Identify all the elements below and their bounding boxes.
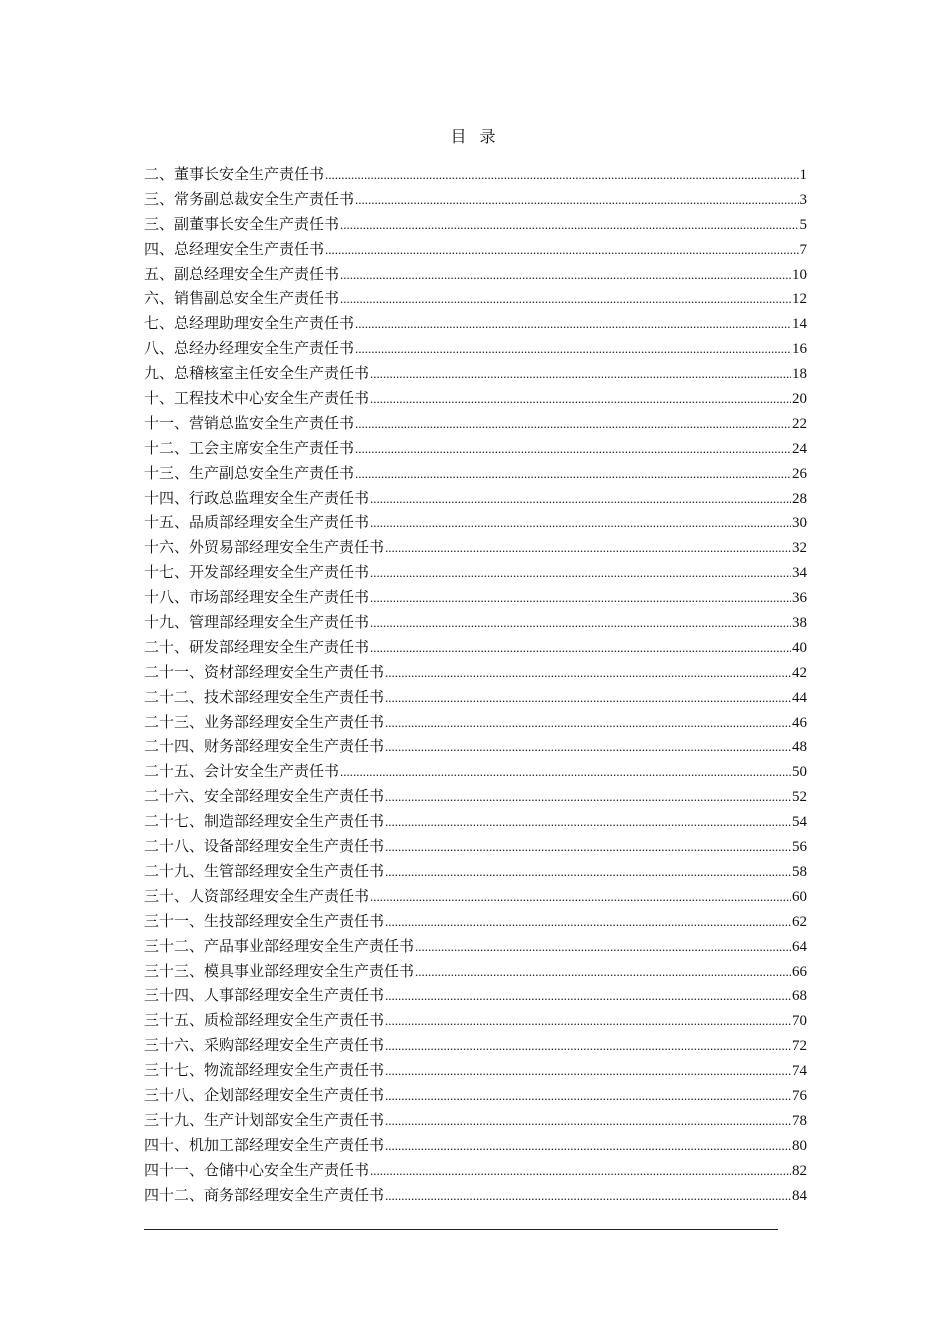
toc-entry[interactable] (144, 437, 807, 462)
toc-entry-label: 二十七、制造部经理安全生产责任书 (144, 812, 385, 831)
toc-entry-label: 十九、管理部经理安全生产责任书 (144, 613, 370, 632)
toc-dot-leader (370, 1160, 791, 1182)
toc-entry-label: 二十一、资材部经理安全生产责任书 (144, 662, 385, 681)
toc-dot-leader (370, 488, 791, 510)
toc-entry[interactable] (144, 287, 807, 312)
toc-entry-page-number: 28 (792, 490, 807, 507)
toc-entry-label: 三十六、采购部经理安全生产责任书 (144, 1036, 385, 1055)
toc-entry-label: 十六、外贸易部经理安全生产责任书 (144, 538, 385, 557)
toc-entry[interactable] (144, 686, 807, 711)
toc-dot-leader (340, 264, 791, 286)
toc-entry-label: 三十五、质检部经理安全生产责任书 (144, 1011, 385, 1030)
toc-entry[interactable] (144, 487, 807, 512)
toc-entry[interactable] (144, 163, 807, 188)
toc-dot-leader (385, 786, 791, 808)
toc-dot-leader (385, 662, 791, 684)
toc-entry-label: 三十九、生产计划部安全生产责任书 (144, 1110, 385, 1129)
toc-entry-page-number: 48 (792, 739, 807, 756)
toc-entry[interactable] (144, 213, 807, 238)
toc-entry[interactable] (144, 1034, 807, 1059)
toc-entry-page-number: 66 (792, 963, 807, 980)
toc-entry[interactable] (144, 536, 807, 561)
toc-entry-page-number: 64 (792, 938, 807, 955)
toc-entry[interactable] (144, 1184, 807, 1209)
toc-entry-page-number: 32 (792, 540, 807, 557)
toc-entry-page-number: 76 (792, 1087, 807, 1104)
toc-dot-leader (385, 687, 791, 709)
toc-entry[interactable] (144, 462, 807, 487)
toc-entry[interactable] (144, 1159, 807, 1184)
toc-entry-label: 八、总经办经理安全生产责任书 (144, 339, 355, 358)
toc-entry-page-number: 5 (799, 216, 807, 233)
toc-dot-leader (370, 363, 791, 385)
toc-dot-leader (385, 1010, 791, 1032)
toc-entry-label: 三、副董事长安全生产责任书 (144, 214, 340, 233)
toc-entry-label: 二、董事长安全生产责任书 (144, 165, 325, 183)
toc-dot-leader (355, 338, 791, 360)
toc-entry-label: 四十、机加工部经理安全生产责任书 (144, 1135, 385, 1154)
toc-entry-label: 三十三、模具事业部经理安全生产责任书 (144, 961, 415, 980)
toc-entry-label: 二十九、生管部经理安全生产责任书 (144, 861, 385, 880)
toc-entry-label: 三十二、产品事业部经理安全生产责任书 (144, 936, 415, 955)
toc-entry[interactable] (144, 312, 807, 337)
toc-entry[interactable] (144, 238, 807, 263)
toc-dot-leader (385, 1185, 791, 1207)
toc-entry[interactable] (144, 661, 807, 686)
toc-entry-page-number: 16 (792, 341, 807, 358)
toc-entry-label: 三、常务副总裁安全生产责任书 (144, 189, 355, 208)
toc-entry-page-number: 18 (792, 366, 807, 383)
toc-entry-page-number: 62 (792, 913, 807, 930)
toc-dot-leader (415, 961, 791, 983)
toc-entry-page-number: 12 (792, 291, 807, 308)
toc-entry-page-number: 24 (792, 440, 807, 457)
toc-dot-leader (385, 836, 791, 858)
toc-dot-leader (355, 413, 791, 435)
toc-entry-label: 二十二、技术部经理安全生产责任书 (144, 687, 385, 706)
toc-entry-page-number: 70 (792, 1013, 807, 1030)
toc-entry[interactable] (144, 1134, 807, 1159)
toc-entry-label: 三十四、人事部经理安全生产责任书 (144, 986, 385, 1005)
toc-dot-leader (355, 189, 798, 211)
toc-entry[interactable] (144, 785, 807, 810)
toc-entry[interactable] (144, 412, 807, 437)
toc-dot-leader (355, 313, 791, 335)
toc-entry-label: 三十八、企划部经理安全生产责任书 (144, 1085, 385, 1104)
toc-entry[interactable] (144, 1109, 807, 1134)
toc-entry-page-number: 44 (792, 689, 807, 706)
toc-entry-page-number: 22 (792, 415, 807, 432)
toc-entry-label: 五、副总经理安全生产责任书 (144, 264, 340, 283)
toc-dot-leader (385, 1060, 791, 1082)
toc-entry-label: 二十八、设备部经理安全生产责任书 (144, 837, 385, 856)
toc-entry-page-number: 52 (792, 789, 807, 806)
toc-entry-page-number: 50 (792, 764, 807, 781)
toc-entry[interactable] (144, 1059, 807, 1084)
toc-entry-page-number: 42 (792, 664, 807, 681)
toc-entry-page-number: 68 (792, 988, 807, 1005)
toc-list (144, 163, 807, 1208)
toc-entry[interactable] (144, 188, 807, 213)
toc-entry[interactable] (144, 935, 807, 960)
toc-entry-label: 十四、行政总监理安全生产责任书 (144, 488, 370, 507)
toc-entry-label: 十五、品质部经理安全生产责任书 (144, 513, 370, 532)
toc-dot-leader (325, 239, 798, 261)
toc-dot-leader (385, 911, 791, 933)
toc-entry[interactable] (144, 263, 807, 288)
toc-entry-label: 二十六、安全部经理安全生产责任书 (144, 787, 385, 806)
toc-entry[interactable] (144, 561, 807, 586)
toc-dot-leader (370, 612, 791, 634)
toc-entry-page-number: 1 (799, 167, 807, 183)
toc-entry-page-number: 56 (792, 839, 807, 856)
toc-entry[interactable] (144, 387, 807, 412)
toc-dot-leader (370, 562, 791, 584)
toc-entry-page-number: 60 (792, 888, 807, 905)
toc-entry-page-number: 10 (792, 266, 807, 283)
toc-entry[interactable] (144, 885, 807, 910)
toc-entry[interactable] (144, 586, 807, 611)
toc-entry-page-number: 26 (792, 465, 807, 482)
toc-entry-page-number: 7 (799, 241, 807, 258)
toc-dot-leader (385, 1035, 791, 1057)
toc-entry[interactable] (144, 910, 807, 935)
toc-entry-label: 二十三、业务部经理安全生产责任书 (144, 712, 385, 731)
toc-entry-page-number: 84 (792, 1187, 807, 1204)
toc-entry[interactable] (144, 760, 807, 785)
toc-entry[interactable] (144, 636, 807, 661)
toc-entry-page-number: 40 (792, 639, 807, 656)
toc-entry-label: 四、总经理安全生产责任书 (144, 239, 325, 258)
toc-entry-label: 十二、工会主席安全生产责任书 (144, 438, 355, 457)
toc-dot-leader (385, 537, 791, 559)
toc-entry[interactable] (144, 611, 807, 636)
toc-entry[interactable] (144, 711, 807, 736)
toc-entry-page-number: 38 (792, 615, 807, 632)
toc-entry-page-number: 58 (792, 863, 807, 880)
toc-dot-leader (385, 736, 791, 758)
toc-title: 目 录 (450, 127, 500, 146)
toc-dot-leader (385, 712, 791, 734)
toc-entry-label: 三十一、生技部经理安全生产责任书 (144, 911, 385, 930)
toc-entry-label: 四十二、商务部经理安全生产责任书 (144, 1185, 385, 1204)
toc-dot-leader (385, 1110, 791, 1132)
toc-entry-page-number: 46 (792, 714, 807, 731)
toc-entry[interactable] (144, 362, 807, 387)
toc-entry-page-number: 54 (792, 814, 807, 831)
toc-entry-page-number: 36 (792, 590, 807, 607)
toc-dot-leader (340, 214, 798, 236)
toc-dot-leader (325, 164, 798, 186)
toc-entry[interactable] (144, 984, 807, 1009)
toc-entry-page-number: 30 (792, 515, 807, 532)
toc-entry[interactable] (144, 835, 807, 860)
toc-dot-leader (370, 886, 791, 908)
toc-dot-leader (415, 936, 791, 958)
toc-entry-page-number: 14 (792, 316, 807, 333)
toc-entry-page-number: 20 (792, 391, 807, 408)
toc-entry-label: 二十、研发部经理安全生产责任书 (144, 637, 370, 656)
toc-dot-leader (385, 811, 791, 833)
toc-entry-label: 四十一、仓储中心安全生产责任书 (144, 1160, 370, 1179)
toc-dot-leader (355, 463, 791, 485)
toc-entry-label: 十七、开发部经理安全生产责任书 (144, 563, 370, 582)
toc-entry-page-number: 78 (792, 1112, 807, 1129)
toc-entry-page-number: 80 (792, 1137, 807, 1154)
toc-entry[interactable] (144, 960, 807, 985)
toc-entry-label: 九、总稽核室主任安全生产责任书 (144, 364, 370, 383)
toc-entry[interactable] (144, 735, 807, 760)
toc-entry-page-number: 3 (799, 191, 807, 208)
toc-entry[interactable] (144, 511, 807, 536)
toc-entry[interactable] (144, 337, 807, 362)
toc-entry-page-number: 82 (792, 1162, 807, 1179)
toc-dot-leader (385, 1135, 791, 1157)
toc-entry[interactable] (144, 1009, 807, 1034)
toc-entry[interactable] (144, 860, 807, 885)
toc-entry-page-number: 34 (792, 565, 807, 582)
toc-entry-label: 十、工程技术中心安全生产责任书 (144, 389, 370, 408)
toc-entry-page-number: 74 (792, 1063, 807, 1080)
toc-dot-leader (370, 512, 791, 534)
toc-dot-leader (385, 861, 791, 883)
toc-entry-label: 十三、生产副总安全生产责任书 (144, 463, 355, 482)
toc-dot-leader (370, 637, 791, 659)
toc-dot-leader (370, 388, 791, 410)
toc-entry-label: 七、总经理助理安全生产责任书 (144, 314, 355, 333)
toc-entry-page-number: 72 (792, 1038, 807, 1055)
toc-dot-leader (340, 761, 791, 783)
toc-entry-label: 十一、营销总监安全生产责任书 (144, 413, 355, 432)
toc-dot-leader (385, 1085, 791, 1107)
toc-dot-leader (340, 288, 791, 310)
toc-entry-label: 三十七、物流部经理安全生产责任书 (144, 1061, 385, 1080)
toc-entry-label: 二十五、会计安全生产责任书 (144, 762, 340, 781)
toc-dot-leader (355, 438, 791, 460)
toc-entry-label: 三十、人资部经理安全生产责任书 (144, 886, 370, 905)
toc-entry-label: 十八、市场部经理安全生产责任书 (144, 588, 370, 607)
toc-entry-label: 二十四、财务部经理安全生产责任书 (144, 737, 385, 756)
toc-dot-leader (370, 587, 791, 609)
toc-dot-leader (385, 985, 791, 1007)
toc-entry[interactable] (144, 810, 807, 835)
toc-entry[interactable] (144, 1084, 807, 1109)
footer-divider (144, 1229, 778, 1230)
toc-entry-label: 六、销售副总安全生产责任书 (144, 289, 340, 308)
